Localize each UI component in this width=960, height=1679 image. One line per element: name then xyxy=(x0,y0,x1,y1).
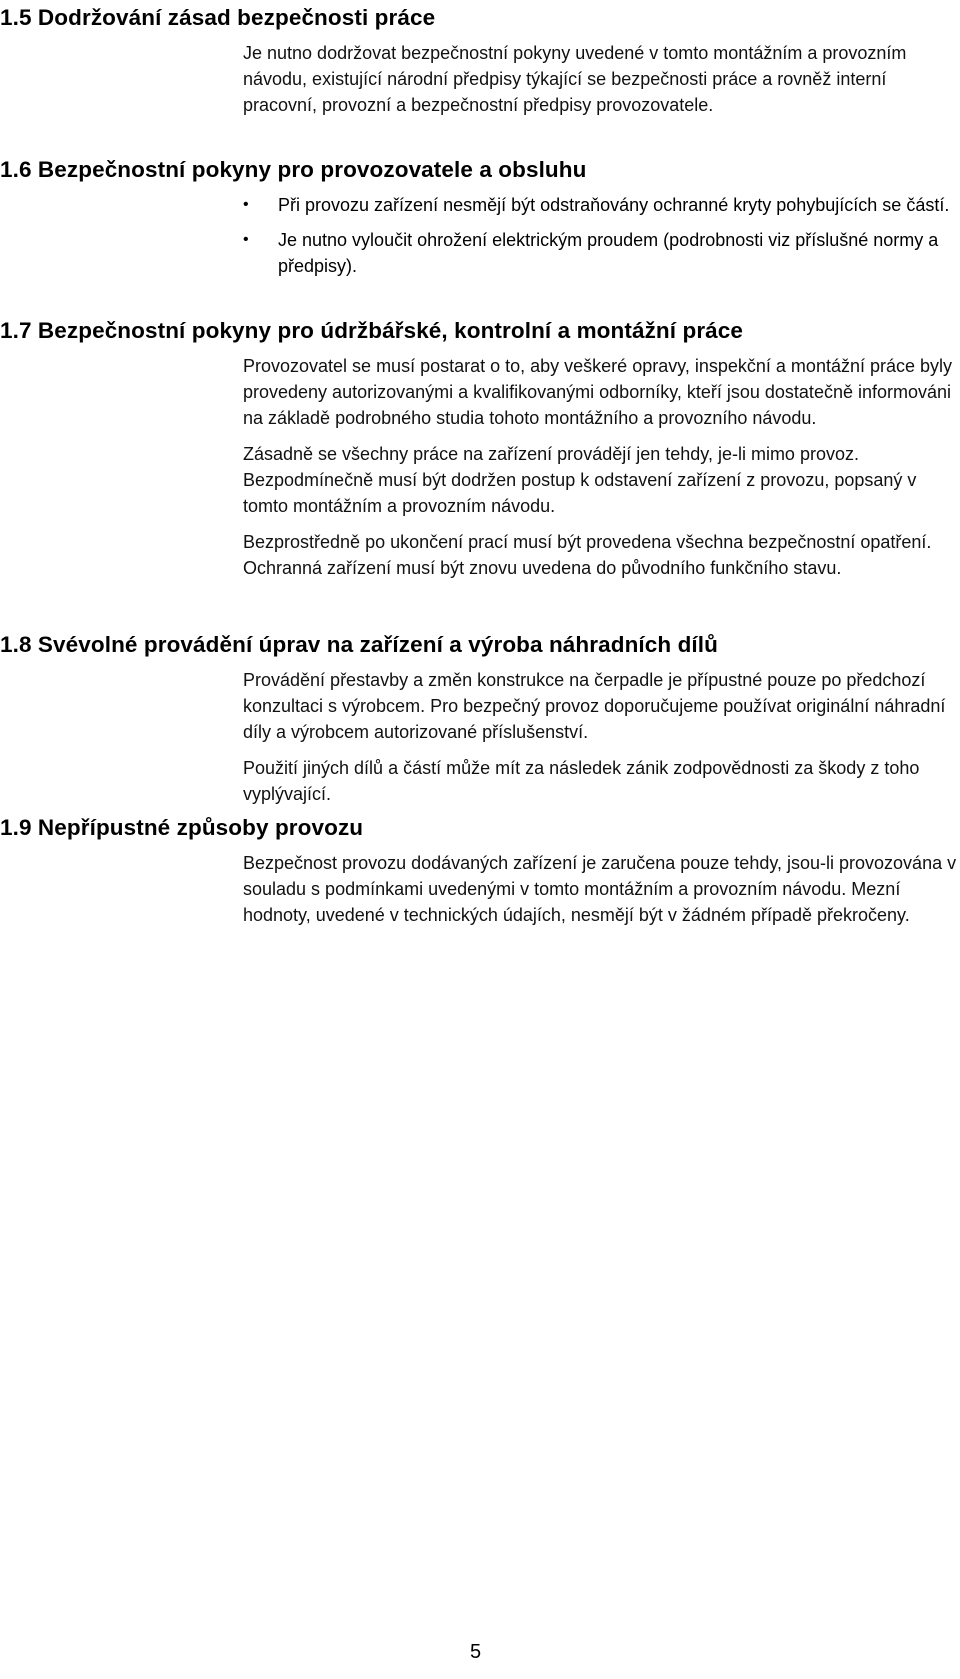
paragraph: Je nutno dodržovat bezpečnostní pokyny uvedené v tomto montážním a provozním návodu, existující národní předpisy týkající se bezpečnosti práce a rovněž interní pracovní, provozní a bezpečnostní předpisy provozovatele. xyxy=(243,43,907,115)
bullet-marker: • xyxy=(243,231,249,248)
section-heading: 1.8 Svévolné provádění úprav na zařízení a výroba náhradních dílů xyxy=(0,632,718,657)
paragraph: Bezpečnost provozu dodávaných zařízení je zaručena pouze tehdy, jsou-li provozována v souladu s podmínkami uvedenými v tomto montážním a provozním návodu. Mezní hodnoty, uvedené v technických údajích, nesmějí být v žádném případě překročeny. xyxy=(243,853,957,925)
paragraph: Provozovatel se musí postarat o to, aby veškeré opravy, inspekční a montážní práce byly provedeny autorizovanými a kvalifikovanými odborníky, kteří jsou dostatečně informováni na základě podrobného studia tohoto montážního a provozního návodu. xyxy=(243,356,953,428)
section-heading: 1.6 Bezpečnostní pokyny pro provozovatele a obsluhu xyxy=(0,157,587,182)
section-1-8 xyxy=(0,631,960,807)
page-number: 5 xyxy=(470,1641,482,1663)
section-body xyxy=(243,667,958,807)
bullet-marker: • xyxy=(243,196,249,213)
section-1-6 xyxy=(0,156,960,279)
list-item-text: Při provozu zařízení nesmějí být odstraňovány ochranné kryty pohybujících se částí. xyxy=(278,195,950,215)
section-body xyxy=(243,850,958,928)
section-body xyxy=(243,353,958,581)
section-body xyxy=(243,40,958,118)
section-heading: 1.5 Dodržování zásad bezpečnosti práce xyxy=(0,5,436,30)
paragraph: Použití jiných dílů a částí může mít za následek zánik zodpovědnosti za škody z toho vyplývající. xyxy=(243,758,920,804)
section-1-9 xyxy=(0,814,960,928)
section-heading: 1.9 Nepřípustné způsoby provozu xyxy=(0,815,364,840)
paragraph: Provádění přestavby a změn konstrukce na čerpadle je přípustné pouze po předchozí konzultaci s výrobcem. Pro bezpečný provoz doporučujeme používat originální náhradní díly a výrobcem autorizované příslušenství. xyxy=(243,670,946,742)
paragraph: Bezprostředně po ukončení prací musí být provedena všechna bezpečnostní opatření. Ochranná zařízení musí být znovu uvedena do původního funkčního stavu. xyxy=(243,532,932,578)
section-1-5 xyxy=(0,4,960,118)
list-item xyxy=(243,192,958,218)
paragraph: Zásadně se všechny práce na zařízení provádějí jen tehdy, je-li mimo provoz. Bezpodmínečně musí být dodržen postup k odstavení zařízení z provozu, popsaný v tomto montážním a provozním návodu. xyxy=(243,444,917,516)
section-heading: 1.7 Bezpečnostní pokyny pro údržbářské, kontrolní a montážní práce xyxy=(0,318,744,343)
list-item-text: Je nutno vyloučit ohrožení elektrickým proudem (podrobnosti viz příslušné normy a předpisy). xyxy=(278,230,939,276)
bullet-list xyxy=(243,192,958,279)
section-1-7 xyxy=(0,317,960,581)
list-item xyxy=(243,227,958,279)
